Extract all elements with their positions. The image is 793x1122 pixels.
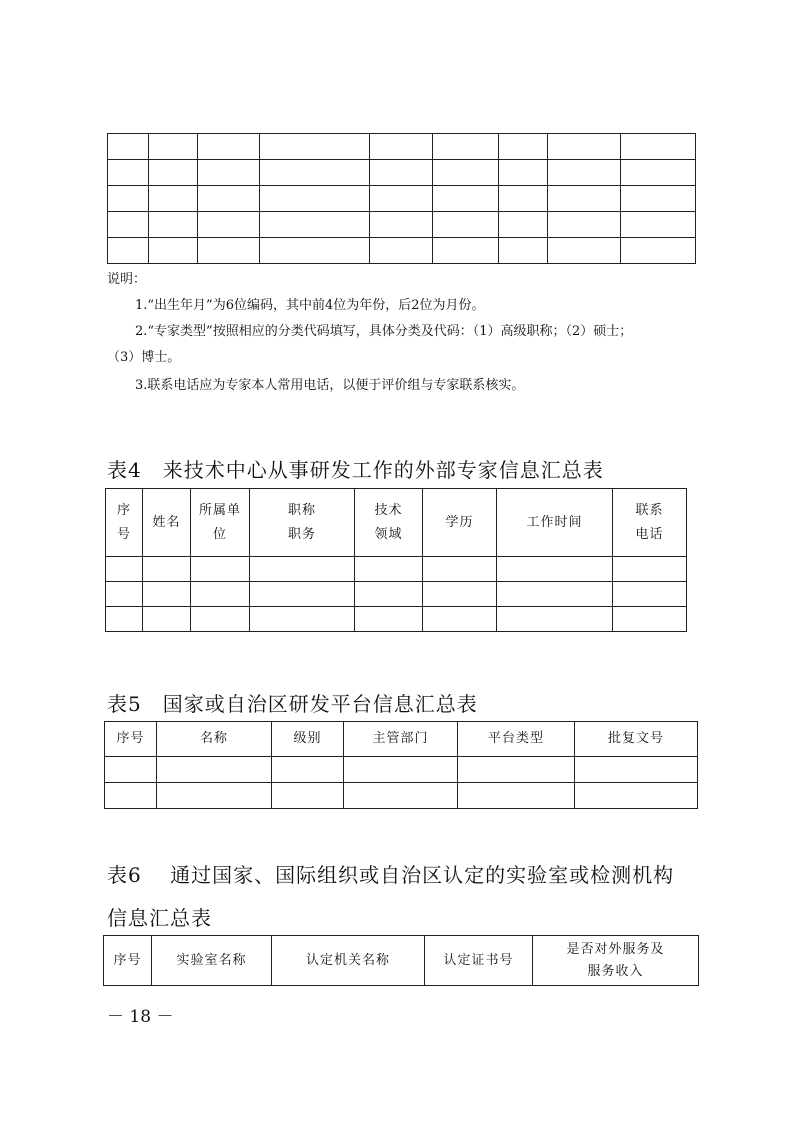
table-row [108,186,696,212]
header-cell: 认定机关名称 [272,936,425,986]
header-cell: 姓名 [143,489,191,557]
table3-continuation [107,133,696,264]
header-cell: 序号 [106,489,143,557]
header-cell: 序号 [105,722,157,757]
table-row [108,160,696,186]
header-cell: 所属单位 [191,489,250,557]
table-row [108,134,696,160]
table5-title: 表5 国家或自治区研发平台信息汇总表 [107,692,478,716]
header-cell: 技术领域 [355,489,423,557]
table6-title-line1: 表6 通过国家、国际组织或自治区认定的实验室或检测机构 [107,863,675,887]
table5 [104,721,698,809]
table-row [105,783,698,809]
table6-title-line2: 信息汇总表 [107,906,212,930]
header-cell: 学历 [423,489,497,557]
header-cell: 实验室名称 [152,936,272,986]
header-cell: 认定证书号 [425,936,533,986]
table-header-row [104,936,699,986]
table-row [106,557,687,582]
table-row [106,607,687,632]
note-item-2: 2.“专家类型”按照相应的分类代码填写，具体分类及代码：（1）高级职称；（2）硕士； [135,324,633,339]
table-header-row [105,722,698,757]
header-cell: 级别 [272,722,344,757]
table4 [105,488,687,632]
header-cell: 序号 [104,936,152,986]
note-item-3: 3.联系电话应为专家本人常用电话，以便于评价组与专家联系核实。 [135,378,525,393]
table6 [103,935,699,986]
header-cell: 主管部门 [344,722,458,757]
table-row [108,238,696,264]
header-cell: 职称职务 [250,489,355,557]
header-cell: 工作时间 [497,489,613,557]
header-cell: 平台类型 [458,722,575,757]
header-cell: 是否对外服务及服务收入 [533,936,699,986]
table-header-row [106,489,687,557]
header-cell: 联系电话 [613,489,687,557]
header-cell: 名称 [157,722,272,757]
page-number: － 18 － [107,1007,174,1027]
note-item-1: 1.“出生年月”为6位编码，其中前4位为年份，后2位为月份。 [135,298,485,313]
note-item-2-continued: （3）博士。 [107,350,181,365]
header-cell: 批复文号 [575,722,698,757]
table4-title: 表4 来技术中心从事研发工作的外部专家信息汇总表 [107,458,604,482]
table-row [105,757,698,783]
table-row [106,582,687,607]
notes-heading: 说明： [107,272,147,287]
table-row [108,212,696,238]
